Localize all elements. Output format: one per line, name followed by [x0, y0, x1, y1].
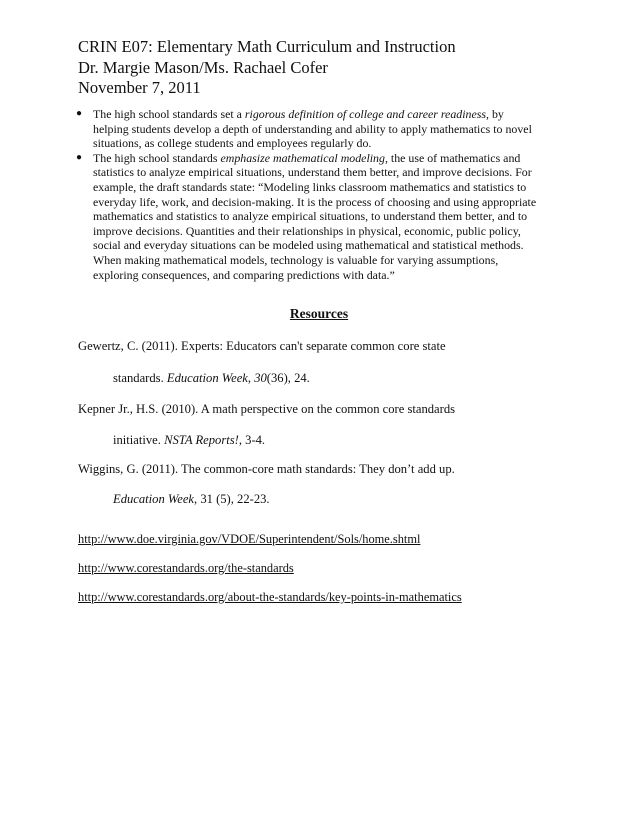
reference-line: Kepner Jr., H.S. (2010). A math perspective on the common core standards [78, 402, 456, 416]
reference-continuation: standards. Education Week, 30(36), 24. [113, 371, 310, 385]
reference-line: Wiggins, G. (2011). The common-core math standards: They don’t add up. [78, 462, 455, 476]
instructors: Dr. Margie Mason/Ms. Rachael Cofer [78, 57, 328, 77]
document-date: November 7, 2011 [78, 78, 201, 97]
bullet-line: social and everyday situations can be modeled using mathematical and statistical methods. [93, 238, 524, 253]
reference-continuation: initiative. NSTA Reports!, 3-4. [113, 433, 266, 447]
link-doe-virginia-sols[interactable]: http://www.doe.virginia.gov/VDOE/Superintendent/Sols/home.shtml [78, 532, 421, 546]
reference-line: Gewertz, C. (2011). Experts: Educators can't separate common core state [78, 339, 446, 353]
link-corestandards-key-points-math[interactable]: http://www.corestandards.org/about-the-standards/key-points-in-mathematics [78, 590, 462, 604]
resources-heading: Resources [289, 306, 349, 321]
bullet-dot-icon: ● [76, 151, 83, 163]
bullet-line: helping students develop a depth of understanding and ability to apply mathematics to novel [93, 121, 532, 136]
bullet-item [78, 151, 568, 282]
bullet-line: When making mathematical models, technology is valuable for varying assumptions, [93, 252, 499, 267]
bullet-line: everyday life, work, and decision-making. It is the process of choosing and using appropriate [93, 194, 537, 209]
bullet-line: situations, as college students and employees regularly do. [93, 136, 372, 151]
bullet-item [78, 107, 568, 151]
bullet-line: exploring consequences, and comparing predictions with data.” [93, 267, 395, 282]
bullet-line: statistics to analyze empirical situations, understand them better, and improve decisions. For [93, 165, 532, 180]
course-title: CRIN E07: Elementary Math Curriculum and Instruction [78, 37, 456, 56]
bullet-line: The high school standards emphasize mathematical modeling, the use of mathematics and [93, 150, 521, 165]
document-header [78, 37, 456, 99]
bullet-list [78, 107, 568, 282]
bullet-line: mathematics and statistics to analyze empirical situations, to understand them better, and to [93, 209, 528, 224]
bullet-line: The high school standards set a rigorous definition of college and career readiness, by [93, 107, 504, 121]
bullet-line: example, the draft standards state: “Modeling links classroom mathematics and statistics to [93, 179, 527, 194]
bullet-dot-icon: ● [76, 108, 83, 119]
bullet-line: improve decisions. Quantities and their relationships in physical, economic, public policy, [93, 223, 521, 238]
link-corestandards-the-standards[interactable]: http://www.corestandards.org/the-standards [78, 561, 294, 575]
reference-continuation: Education Week, 31 (5), 22-23. [113, 492, 270, 506]
